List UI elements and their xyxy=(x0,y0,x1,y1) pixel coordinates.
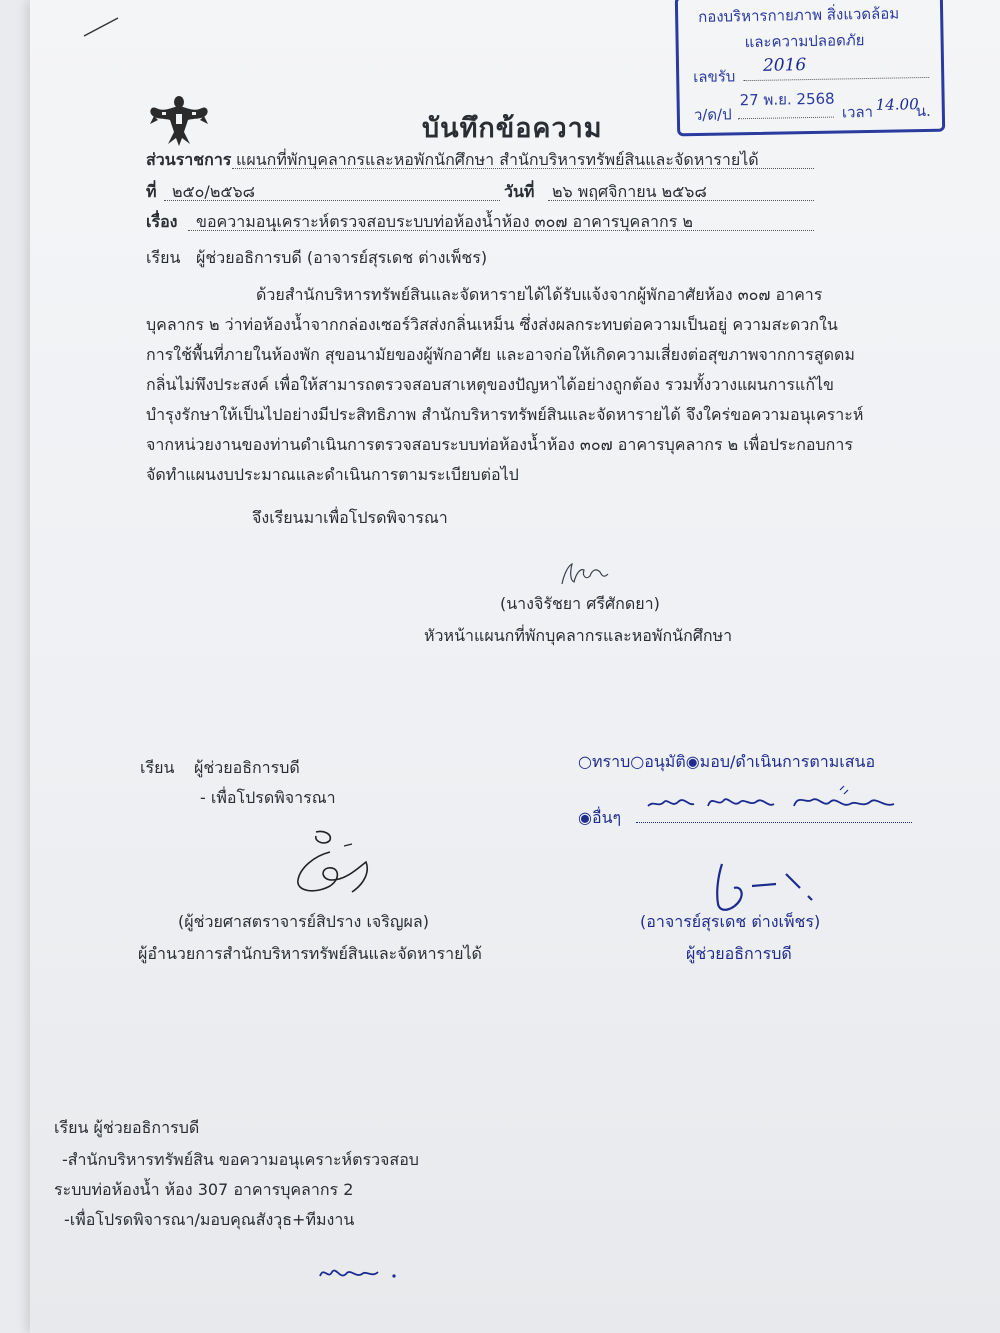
body-line: จัดทำแผนงบประมาณและดำเนินการตามระเบียบต่อไป xyxy=(146,465,519,484)
asst-president-position: ผู้ช่วยอธิการบดี xyxy=(686,944,792,963)
bottom-note-line1: เรียน ผู้ช่วยอธิการบดี xyxy=(54,1118,200,1137)
body-line: การใช้พื้นที่ภายในห้องพัก สุขอนามัยของผู้พักอาศัย และอาจก่อให้เกิดความเสี่ยงต่อสุขภาพจากการสูดดม xyxy=(146,345,855,364)
left-note-to-label: เรียน xyxy=(140,758,175,777)
option-acknowledge-label: ทราบ xyxy=(591,752,631,771)
decision-options xyxy=(578,750,875,775)
doc-date-value: ๒๖ พฤศจิกายน ๒๕๖๘ xyxy=(552,182,707,201)
option-assign-label: มอบ/ดำเนินการตามเสนอ xyxy=(699,752,876,771)
option-other-label: อื่นๆ xyxy=(591,808,622,827)
memo-title: บันทึกข้อความ xyxy=(422,113,603,144)
option-assign-radio: ◉ xyxy=(685,752,700,771)
body-line: จากหน่วยงานของท่านดำเนินการตรวจสอบระบบท่อห้องน้ำห้อง ๓๐๗ อาคารบุคลากร ๒ เพื่อประกอบการ xyxy=(146,435,853,454)
handwritten-instruction xyxy=(644,778,914,818)
memo-body xyxy=(146,280,896,490)
pen-mark xyxy=(82,14,122,40)
doc-date-label: วันที่ xyxy=(504,182,535,201)
body-line: บำรุงรักษาให้เป็นไปอย่างมีประสิทธิภาพ สำนักบริหารทรัพย์สินและจัดหารายได้ จึงใคร่ขอความอนุเคราะห์ xyxy=(146,405,864,424)
closing-text: จึงเรียนมาเพื่อโปรดพิจารณา xyxy=(252,508,448,527)
asst-president-name: (อาจารย์สุรเดช ต่างเพ็ชร) xyxy=(640,912,821,931)
body-line: กลิ่นไม่พึงประสงค์ เพื่อให้สามารถตรวจสอบสาเหตุของปัญหาได้อย่างถูกต้อง รวมทั้งวางแผนการแก้ไข xyxy=(146,375,834,394)
stamp-date-label: ว/ด/ป xyxy=(693,105,732,125)
doc-no-value: ๒๕๐/๒๕๖๘ xyxy=(172,182,255,201)
to-label: เรียน xyxy=(146,248,181,267)
sender-signature xyxy=(556,556,612,590)
option-other-radio: ◉ xyxy=(578,808,592,827)
garuda-emblem xyxy=(146,92,212,150)
sender-name: (นางจิรัชยา ศรีศักดยา) xyxy=(500,594,660,613)
dept-value: แผนกที่พักบุคลากรและหอพักนักศึกษา สำนักบริหารทรัพย์สินและจัดหารายได้ xyxy=(236,150,759,169)
stamp-receive-no: 2016 xyxy=(762,55,807,76)
subject-label: เรื่อง xyxy=(146,212,178,231)
subject-value: ขอความอนุเคราะห์ตรวจสอบระบบท่อห้องน้ำห้อง ๓๐๗ อาคารบุคลากร ๒ xyxy=(196,212,693,231)
bottom-initials-signature xyxy=(316,1256,400,1286)
bottom-note-line3: ระบบท่อห้องน้ำ ห้อง 307 อาคารบุคลากร 2 xyxy=(54,1180,354,1199)
director-position: ผู้อำนวยการสำนักบริหารทรัพย์สินและจัดหารายได้ xyxy=(138,944,482,963)
stamp-time-label: เวลา xyxy=(841,102,874,122)
sender-position: หัวหน้าแผนกที่พักบุคลากรและหอพักนักศึกษา xyxy=(424,626,733,645)
director-name: (ผู้ช่วยศาสตราจารย์สิปราง เจริญผล) xyxy=(178,912,429,931)
receive-stamp xyxy=(675,0,945,136)
body-line: ด้วยสำนักบริหารทรัพย์สินและจัดหารายได้ได้รับแจ้งจากผู้พักอาศัยห้อง ๓๐๗ อาคาร xyxy=(256,285,823,304)
stamp-line-1: กองบริหารกายภาพ สิ่งแวดล้อม xyxy=(698,4,900,26)
stamp-time-value: 14.00 xyxy=(875,95,919,114)
left-note-line2: - เพื่อโปรดพิจารณา xyxy=(200,788,336,807)
bottom-note-line4: -เพื่อโปรดพิจารณา/มอบคุณสังวุธ+ทีมงาน xyxy=(64,1210,355,1229)
left-note-to-value: ผู้ช่วยอธิการบดี xyxy=(194,758,300,777)
to-value: ผู้ช่วยอธิการบดี (อาจารย์สุรเดช ต่างเพ็ชร) xyxy=(196,248,488,267)
option-approve-label: อนุมัติ xyxy=(644,752,686,771)
stamp-receive-label: เลขรับ xyxy=(693,67,736,87)
stamp-line-2: และความปลอดภัย xyxy=(744,31,865,52)
doc-no-label: ที่ xyxy=(146,182,157,201)
director-signature xyxy=(286,822,382,898)
option-other xyxy=(578,806,621,831)
option-acknowledge-radio: ○ xyxy=(578,752,592,771)
stamp-date-value: 27 พ.ย. 2568 xyxy=(739,89,835,110)
dept-label: ส่วนราชการ xyxy=(146,150,232,169)
body-line: บุคลากร ๒ ว่าท่อห้องน้ำจากกล่องเซอร์วิสส่งกลิ่นเหม็น ซึ่งส่งผลกระทบต่อความเป็นอยู่ ความสะดวกใน xyxy=(146,315,838,334)
stamp-time-suffix: น. xyxy=(915,101,932,121)
bottom-note-line2: -สำนักบริหารทรัพย์สิน ขอความอนุเคราะห์ตรวจสอบ xyxy=(62,1150,419,1169)
option-approve-radio: ○ xyxy=(630,752,645,771)
